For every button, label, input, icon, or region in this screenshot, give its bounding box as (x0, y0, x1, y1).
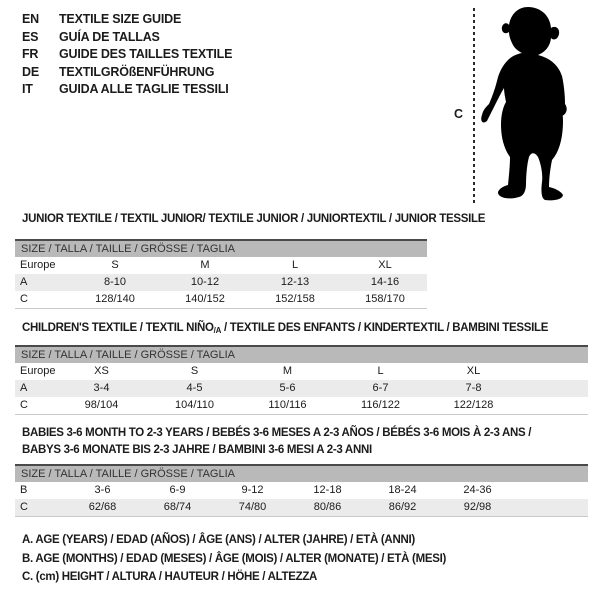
size-cell: 10-12 (190, 276, 220, 288)
row-label: B (20, 484, 28, 496)
size-cell: 80/86 (313, 501, 342, 513)
table-row-height (15, 397, 588, 414)
size-cell: 6-7 (372, 382, 389, 394)
guide-title-it: GUIDA ALLE TAGLIE TESSILI (59, 82, 229, 96)
language-row-fr (22, 46, 232, 64)
size-header-label: SIZE / TALLA / TAILLE / GRÖSSE / TAGLIA (21, 468, 235, 480)
size-cell: 4-5 (186, 382, 203, 394)
size-cell: S (111, 259, 119, 271)
guide-title-es: GUÍA DE TALLAS (59, 29, 160, 44)
children-table-title (22, 322, 548, 335)
height-dashed-line (473, 8, 475, 206)
size-cell: 92/98 (463, 501, 492, 513)
language-row-de (22, 64, 232, 82)
size-cell: 122/128 (453, 399, 494, 411)
size-cell: XL (466, 365, 481, 377)
size-cell: M (200, 259, 210, 271)
size-cell: 116/122 (361, 399, 400, 411)
row-label: C (20, 501, 28, 513)
size-cell: 98/104 (84, 399, 119, 411)
language-row-en (22, 11, 232, 29)
children-title-suffix: / TEXTILE DES ENFANTS / KINDERTEXTIL / BAMBINI TESSILE (221, 322, 549, 334)
table-row-age-months (15, 482, 588, 499)
footnote-b: B. AGE (MONTHS) / EDAD (MESES) / ÂGE (MOIS) / ALTER (MONATE) / ETÀ (MESI) (22, 552, 447, 565)
language-code: DE (22, 64, 39, 79)
children-title-prefix: CHILDREN'S TEXTILE / TEXTIL NIÑO (22, 322, 214, 334)
size-cell: 18-24 (388, 484, 417, 496)
row-label: Europe (20, 259, 56, 271)
size-cell: 7-8 (465, 382, 482, 394)
babies-size-table (15, 464, 588, 517)
size-cell: 110/116 (268, 399, 307, 411)
junior-table-title: JUNIOR TEXTILE / TEXTIL JUNIOR/ TEXTILE JUNIOR / JUNIORTEXTIL / JUNIOR TESSILE (22, 213, 486, 225)
size-cell: 12-13 (280, 276, 310, 288)
size-cell: 74/80 (238, 501, 267, 513)
children-title-subscript: /A (213, 326, 222, 335)
size-header-bar (15, 466, 588, 482)
table-row-europe (15, 363, 588, 380)
language-row-it (22, 81, 232, 99)
size-cell: 6-9 (169, 484, 186, 496)
table-row-europe (15, 257, 427, 274)
size-cell: 152/158 (275, 293, 315, 305)
guide-title-en: TEXTILE SIZE GUIDE (59, 12, 182, 26)
language-code: ES (22, 29, 39, 44)
size-cell: L (291, 259, 299, 271)
size-cell: 128/140 (95, 293, 135, 305)
footnote-c: C. (cm) HEIGHT / ALTURA / HAUTEUR / HÖHE / ALTEZZA (22, 571, 318, 584)
size-cell: 12-18 (313, 484, 342, 496)
toddler-silhouette-icon (481, 5, 585, 207)
table-row-age (15, 274, 427, 291)
size-cell: 68/74 (163, 501, 192, 513)
language-code: IT (22, 82, 33, 96)
size-cell: 3-6 (94, 484, 111, 496)
row-label: C (20, 399, 28, 411)
junior-size-table (15, 239, 427, 309)
size-cell: 62/68 (88, 501, 117, 513)
size-cell: S (190, 365, 199, 377)
size-cell: 8-10 (103, 276, 127, 288)
size-cell: XL (378, 259, 392, 271)
language-row-es (22, 29, 232, 47)
size-cell: XS (94, 365, 109, 377)
row-label: A (20, 382, 28, 394)
footnote-a: A. AGE (YEARS) / EDAD (AÑOS) / ÂGE (ANS) / ALTER (JAHRE) / ETÀ (ANNI) (22, 534, 415, 546)
size-cell: M (282, 365, 293, 377)
guide-title-fr: GUIDE DES TAILLES TEXTILE (59, 47, 233, 61)
size-cell: 14-16 (370, 276, 400, 288)
size-cell: 140/152 (185, 293, 225, 305)
size-cell: 158/170 (365, 293, 405, 305)
language-code: FR (22, 47, 39, 61)
size-cell: 5-6 (279, 382, 296, 394)
children-size-table (15, 345, 588, 415)
size-cell: 86/92 (388, 501, 417, 513)
language-title-list (22, 11, 232, 99)
table-row-age (15, 380, 588, 397)
guide-title-de: TEXTILGRÖßENFÜHRUNG (59, 64, 215, 79)
size-header-label: SIZE / TALLA / TAILLE / GRÖSSE / TAGLIA (21, 243, 235, 255)
size-cell: 9-12 (241, 484, 264, 496)
babies-title-line2: BABYS 3-6 MONATE BIS 2-3 JAHRE / BAMBINI 3-6 MESI A 2-3 ANNI (22, 443, 372, 456)
size-cell: 3-4 (93, 382, 110, 394)
footnotes (22, 531, 446, 587)
row-label: A (20, 276, 28, 288)
size-header-bar (15, 241, 427, 257)
language-code: EN (22, 12, 39, 26)
table-row-height (15, 291, 427, 308)
size-header-label: SIZE / TALLA / TAILLE / GRÖSSE / TAGLIA (21, 349, 235, 361)
size-header-bar (15, 347, 588, 363)
height-measure-label: C (454, 107, 464, 121)
table-row-height (15, 499, 588, 516)
babies-title-line1: BABIES 3-6 MONTH TO 2-3 YEARS / BEBÉS 3-6 MESES A 2-3 AÑOS / BÉBÉS 3-6 MOIS À 2-3 ANS / (22, 427, 532, 439)
row-label: C (20, 293, 28, 305)
babies-table-title (22, 425, 531, 458)
size-cell: 104/110 (175, 399, 214, 411)
size-cell: L (377, 365, 384, 377)
size-cell: 24-36 (463, 484, 492, 496)
row-label: Europe (20, 365, 56, 377)
